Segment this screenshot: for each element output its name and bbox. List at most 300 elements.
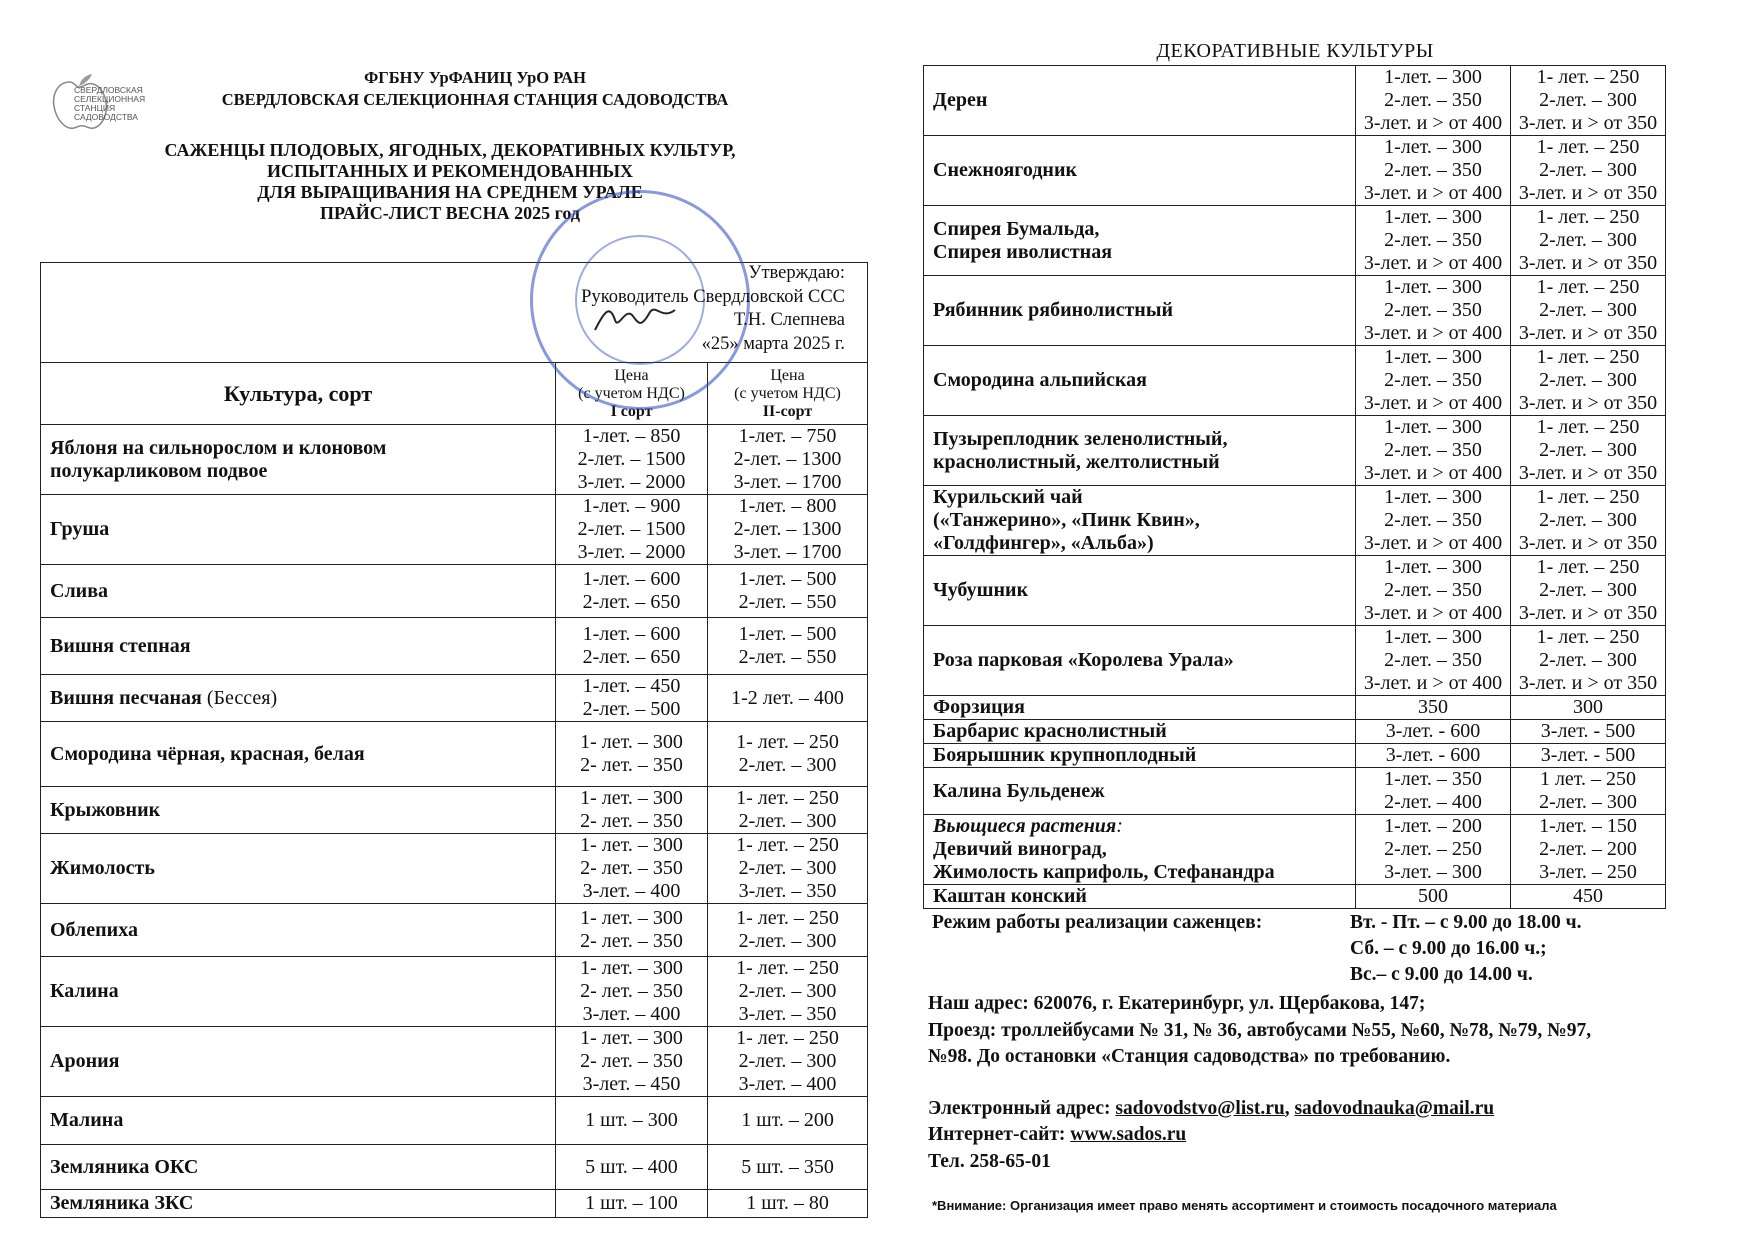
culture-name (924, 744, 1356, 768)
price-line: 5 шт. – 350 (741, 1155, 834, 1178)
price-line: 2- лет. – 350 (580, 810, 683, 832)
price-line: 1- лет. – 300 (580, 834, 683, 856)
price-line: 1-лет. – 800 (738, 495, 837, 517)
price-line: 2-лет. – 1300 (733, 448, 842, 470)
culture-name (41, 722, 556, 787)
price-line: 1-лет. – 500 (738, 623, 837, 645)
culture-name-line: «Голдфингер», «Альба») (933, 532, 1154, 554)
price-line: 1- лет. – 250 (1536, 136, 1640, 158)
price-grade-2 (1511, 885, 1666, 909)
price-line: 1- лет. – 250 (736, 907, 839, 929)
price-grade-2 (708, 787, 868, 834)
document-title: САЖЕНЦЫ ПЛОДОВЫХ, ЯГОДНЫХ, ДЕКОРАТИВНЫХ КУЛЬТУР, ИСПЫТАННЫХ И РЕКОМЕНДОВАННЫХ ДЛЯ ВЫРАЩИВАНИЯ НА СРЕДНЕМ УРАЛЕ ПРАЙС-ЛИСТ ВЕСНА 2025 год (164, 140, 736, 223)
price-grade-1 (1356, 768, 1511, 815)
price-grade-1 (556, 565, 708, 618)
price-grade-2 (1511, 136, 1666, 206)
culture-name-line: Слива (50, 579, 108, 602)
table-row (41, 618, 868, 675)
price-line: 3-лет. – 350 (738, 1003, 837, 1025)
culture-name-line: Земляника ОКС (50, 1155, 199, 1178)
price-grade-1 (1356, 626, 1511, 696)
price-grade-2 (1511, 626, 1666, 696)
price-line: 2- лет. – 350 (580, 1050, 683, 1072)
price-grade-1 (1356, 815, 1511, 885)
culture-name (41, 957, 556, 1027)
price-line: 1-лет. – 300 (1384, 66, 1482, 88)
culture-name-line: Облепиха (50, 918, 138, 941)
org-name: ФГБНУ УрФАНИЦ УрО РАН (364, 68, 586, 87)
price-grade-2 (708, 834, 868, 904)
price-line: 3-лет. и > от 350 (1518, 462, 1658, 484)
price-grade-2 (708, 1027, 868, 1097)
culture-name (41, 1190, 556, 1218)
price-grade-1 (1356, 720, 1511, 744)
culture-name-line: Крыжовник (50, 798, 161, 821)
email-label: Электронный адрес: (928, 1098, 1116, 1119)
phone: Тел. 258-65-01 (928, 1151, 1051, 1172)
price-line: 2-лет. – 200 (1539, 838, 1637, 860)
price-line: 2-лет. – 350 (1384, 649, 1482, 671)
price-line: 1-лет. – 300 (1384, 136, 1482, 158)
price-line: 2-лет. – 350 (1384, 579, 1482, 601)
price-line: 1-лет. – 150 (1539, 815, 1637, 837)
price-line: 3-лет. и > от 400 (1363, 602, 1503, 624)
culture-name (924, 626, 1356, 696)
price-grade-1 (1356, 556, 1511, 626)
price-grade-1 (1356, 136, 1511, 206)
price-line: 2-лет. – 350 (1384, 509, 1482, 531)
table-row (924, 696, 1666, 720)
price-grade-2 (1511, 206, 1666, 276)
culture-name-line: Яблоня на сильнорослом и клоновом (50, 436, 387, 459)
price-line: 3-лет. и > от 400 (1363, 532, 1503, 554)
price-line: 2-лет. – 500 (582, 698, 681, 720)
price-grade-1 (556, 957, 708, 1027)
price-line: 1 шт. – 300 (585, 1109, 678, 1131)
price-grade-1 (1356, 486, 1511, 556)
culture-name (924, 346, 1356, 416)
price-grade-2 (708, 1097, 868, 1145)
price-line: 3-лет. и > от 350 (1518, 182, 1658, 204)
culture-name-line: Рябинник рябинолистный (933, 299, 1173, 321)
price-line: 3-лет. и > от 400 (1363, 392, 1503, 414)
table-row (41, 425, 868, 495)
price-line: 3-лет. – 2000 (577, 471, 686, 493)
price-grade-2 (1511, 486, 1666, 556)
price-line: 2-лет. – 350 (1384, 299, 1482, 321)
price-line: 1- лет. – 300 (580, 731, 683, 753)
hours-label: Режим работы реализации саженцев: (932, 912, 1263, 933)
culture-name (41, 1027, 556, 1097)
price-line: 3-лет. – 1700 (733, 541, 842, 563)
price-line: 3-лет. – 300 (1384, 861, 1482, 883)
table-row (41, 565, 868, 618)
station-name: СВЕРДЛОВСКАЯ СЕЛЕКЦИОННАЯ СТАНЦИЯ САДОВОДСТВА (221, 90, 729, 109)
price-line: 2-лет. – 300 (738, 980, 837, 1002)
culture-name-line: Спирея Бумальда, (933, 217, 1100, 240)
price-line: 2-лет. – 300 (738, 930, 837, 952)
culture-name-line: Калина (50, 980, 119, 1002)
price-line: 3-лет. и > от 350 (1518, 252, 1658, 274)
price-line: 3-лет. и > от 350 (1518, 112, 1658, 134)
price-line: 3-лет. – 250 (1539, 861, 1637, 883)
culture-name-line: («Танжерино», «Пинк Квин», (933, 509, 1200, 531)
price-line: 3-лет. - 500 (1540, 720, 1636, 742)
price-line: 2-лет. – 550 (738, 591, 837, 613)
culture-name (924, 276, 1356, 346)
price-grade-2 (1511, 768, 1666, 815)
price-grade-2 (708, 618, 868, 675)
price-line: 2- лет. – 350 (580, 980, 683, 1002)
price-line: 2- лет. – 350 (580, 857, 683, 879)
price-grade-1 (1356, 346, 1511, 416)
price-grade-1 (1356, 744, 1511, 768)
table-row (924, 136, 1666, 206)
price-line: 1 шт. – 200 (741, 1109, 834, 1131)
transport-line-2: №98. До остановки «Станция садоводства» по требованию. (928, 1046, 1451, 1067)
price-line: 1- лет. – 250 (736, 834, 839, 856)
culture-name (41, 787, 556, 834)
table-row (41, 1097, 868, 1145)
culture-name-line: Курильский чай (933, 486, 1083, 508)
price-line: 2-лет. – 300 (1539, 299, 1637, 321)
price-grade-2 (708, 1190, 868, 1218)
price-line: 2-лет. – 300 (1539, 439, 1637, 461)
price-grade-1 (556, 1027, 708, 1097)
price-line: 1-лет. – 300 (1384, 206, 1482, 228)
email-link-1[interactable]: sadovodstvo@list.ru (1115, 1098, 1285, 1119)
culture-name (41, 675, 556, 722)
culture-name-line: Дерен (933, 89, 988, 111)
price-line: 3-лет. и > от 400 (1363, 182, 1503, 204)
price-line: 2-лет. – 1300 (733, 518, 842, 540)
table-row (924, 276, 1666, 346)
culture-name-line: Девичий виноград, (933, 838, 1107, 860)
email-link-2[interactable]: sadovodnauka@mail.ru (1294, 1098, 1495, 1119)
table-row (41, 1145, 868, 1190)
price-line: 2-лет. – 1500 (577, 448, 686, 470)
price-line: 3-лет. – 400 (738, 1073, 837, 1095)
hours-weekdays: Вт. - Пт. – с 9.00 до 18.00 ч. (1350, 912, 1582, 933)
table-row (924, 885, 1666, 909)
price-line: 2-лет. – 650 (582, 591, 681, 613)
culture-name (924, 696, 1356, 720)
price-line: 1- лет. – 250 (1536, 66, 1640, 88)
price-line: 1- лет. – 250 (736, 957, 839, 979)
price-grade-1 (556, 1097, 708, 1145)
table-row (41, 495, 868, 565)
price-line: 2-лет. – 1500 (577, 518, 686, 540)
culture-name-line: Вишня песчаная (50, 686, 202, 709)
price-line: 3-лет. и > от 350 (1518, 392, 1658, 414)
price-line: 350 (1418, 696, 1448, 718)
culture-name-line: Груша (50, 518, 110, 540)
price-line: 1- лет. – 300 (580, 957, 683, 979)
price-line: 1-лет. – 450 (582, 675, 681, 697)
logo-text: СВЕРДЛОВСКАЯ СЕЛЕКЦИОННАЯ СТАНЦИЯ САДОВОДСТВА (74, 85, 146, 122)
culture-variety: (Бессея) (201, 686, 278, 709)
price-line: 3-лет. и > от 400 (1363, 672, 1503, 694)
footnote: *Внимание: Организация имеет право менять ассортимент и стоимость посадочного материала (932, 1198, 1557, 1213)
price-line: 2-лет. – 300 (1539, 159, 1637, 181)
culture-name (924, 768, 1356, 815)
price-grade-1 (556, 425, 708, 495)
price-grade-2 (1511, 66, 1666, 136)
price-line: 1-лет. – 300 (1384, 486, 1482, 508)
price-line: 5 шт. – 400 (585, 1155, 678, 1178)
price-line: 1- лет. – 250 (1536, 276, 1640, 298)
price-line: 2-лет. – 300 (738, 810, 837, 832)
price-line: 1-лет. – 300 (1384, 346, 1482, 368)
price-line: 1- лет. – 250 (1536, 486, 1640, 508)
table-row (924, 768, 1666, 815)
table-row (41, 675, 868, 722)
culture-name-line: Роза парковая «Королева Урала» (933, 649, 1234, 671)
table-row (41, 1027, 868, 1097)
price-line: 3-лет. - 600 (1385, 720, 1481, 742)
price-grade-1 (1356, 696, 1511, 720)
price-grade-1 (1356, 276, 1511, 346)
price-grade-1 (556, 1190, 708, 1218)
email-line (928, 1098, 1494, 1120)
price-line: 2- лет. – 350 (580, 930, 683, 952)
price-grade-2 (708, 495, 868, 565)
price-line: 3-лет. и > от 400 (1363, 112, 1503, 134)
email-separator: , (1284, 1098, 1295, 1119)
price-line: 300 (1573, 696, 1603, 718)
price-line: 1-2 лет. – 400 (731, 686, 844, 709)
price-line: 3-лет. и > от 350 (1518, 672, 1658, 694)
price-line: 3-лет. – 350 (738, 880, 837, 902)
price-grade-1 (556, 675, 708, 722)
price-line: 1-лет. – 850 (582, 425, 681, 447)
price-line: 3-лет. и > от 350 (1518, 602, 1658, 624)
col-header-price-2: Цена (с учетом НДС) II-сорт (708, 363, 868, 425)
price-grade-2 (708, 722, 868, 787)
transport-line-1: Проезд: троллейбусами № 31, № 36, автобусами №55, №60, №78, №79, №97, (928, 1020, 1592, 1041)
category-colon: : (1116, 815, 1123, 837)
price-line: 1-лет. – 350 (1384, 768, 1482, 790)
culture-name (924, 720, 1356, 744)
culture-name (924, 556, 1356, 626)
price-line: 1 шт. – 100 (585, 1192, 678, 1214)
culture-name-line: Вишня степная (50, 634, 191, 657)
price-grade-1 (556, 787, 708, 834)
price-grade-2 (708, 1145, 868, 1190)
table-row (924, 66, 1666, 136)
price-line: 1-лет. – 200 (1384, 815, 1482, 837)
price-line: 1-лет. – 500 (738, 568, 837, 590)
hours-saturday: Сб. – с 9.00 до 16.00 ч.; (1350, 938, 1547, 959)
price-grade-1 (556, 618, 708, 675)
culture-name-line: Снежноягодник (933, 159, 1078, 181)
culture-name (41, 834, 556, 904)
address: Наш адрес: 620076, г. Екатеринбург, ул. Щербакова, 147; (928, 993, 1426, 1014)
culture-name-line: Калина Бульденеж (933, 779, 1105, 802)
culture-name-line: полукарликовом подвое (50, 459, 268, 482)
price-line: 3-лет. и > от 350 (1518, 322, 1658, 344)
culture-name-line: Жимолость (50, 857, 155, 879)
price-line: 2-лет. – 300 (1539, 579, 1637, 601)
price-line: 1- лет. – 250 (1536, 556, 1640, 578)
price-line: 1- лет. – 250 (736, 787, 839, 809)
price-line: 3-лет. и > от 400 (1363, 462, 1503, 484)
price-grade-2 (708, 565, 868, 618)
price-line: 2-лет. – 650 (582, 646, 681, 668)
price-grade-1 (556, 722, 708, 787)
price-line: 2-лет. – 300 (1539, 369, 1637, 391)
price-grade-2 (708, 425, 868, 495)
price-line: 3-лет. – 400 (582, 880, 681, 902)
culture-name (41, 495, 556, 565)
culture-name (41, 1145, 556, 1190)
table-row (924, 720, 1666, 744)
table-row (924, 744, 1666, 768)
price-grade-2 (1511, 276, 1666, 346)
culture-name (41, 425, 556, 495)
price-line: 1 шт. – 80 (746, 1192, 829, 1214)
price-line: 3-лет. – 450 (582, 1073, 681, 1095)
price-grade-1 (1356, 66, 1511, 136)
culture-name (924, 486, 1356, 556)
culture-name (41, 904, 556, 957)
price-line: 2-лет. – 300 (738, 857, 837, 879)
price-line: 3-лет. и > от 400 (1363, 322, 1503, 344)
approval-text: Утверждаю: Руководитель Свердловской ССС Т.Н. Слепнева «25» марта 2025 г. (581, 263, 845, 354)
price-line: 2- лет. – 350 (580, 754, 683, 776)
price-grade-2 (1511, 696, 1666, 720)
culture-name (924, 206, 1356, 276)
price-line: 1- лет. – 250 (736, 731, 839, 753)
hours-sunday: Вс.– с 9.00 до 14.00 ч. (1350, 964, 1533, 985)
culture-name (924, 416, 1356, 486)
price-line: 2-лет. – 350 (1384, 159, 1482, 181)
table-row (924, 416, 1666, 486)
price-line: 500 (1418, 885, 1448, 907)
culture-name (924, 66, 1356, 136)
culture-name-line: Пузыреплодник зеленолистный, (933, 427, 1228, 450)
price-line: 1-лет. – 300 (1384, 416, 1482, 438)
price-line: 1-лет. – 900 (582, 495, 681, 517)
price-line: 1 лет. – 250 (1539, 768, 1637, 790)
culture-name-line: Смородина альпийская (933, 369, 1147, 391)
table-row (924, 486, 1666, 556)
culture-name-line: Каштан конский (933, 885, 1087, 907)
culture-name-line: Арония (50, 1050, 120, 1072)
price-line: 1-лет. – 750 (738, 425, 837, 447)
price-line: 1-лет. – 600 (582, 623, 681, 645)
table-row (41, 787, 868, 834)
price-line: 2-лет. – 300 (1539, 649, 1637, 671)
table-row (41, 957, 868, 1027)
price-line: 1- лет. – 250 (1536, 416, 1640, 438)
price-grade-2 (1511, 416, 1666, 486)
price-grade-1 (556, 904, 708, 957)
price-line: 2-лет. – 300 (1539, 229, 1637, 251)
price-line: 1- лет. – 250 (1536, 626, 1640, 648)
price-grade-1 (556, 495, 708, 565)
culture-name-line: Земляника ЗКС (50, 1192, 194, 1214)
table-row (924, 206, 1666, 276)
price-line: 2-лет. – 550 (738, 646, 837, 668)
table-row (924, 556, 1666, 626)
table-row (41, 722, 868, 787)
price-line: 3-лет. – 2000 (577, 541, 686, 563)
price-line: 2-лет. – 300 (738, 1050, 837, 1072)
table-row (924, 626, 1666, 696)
table-row (41, 1190, 868, 1218)
price-line: 1- лет. – 300 (580, 1027, 683, 1049)
price-line: 3-лет. – 1700 (733, 471, 842, 493)
price-line: 1- лет. – 300 (580, 787, 683, 809)
price-line: 1- лет. – 250 (1536, 346, 1640, 368)
culture-name-line: Форзиция (933, 696, 1025, 718)
table-row (924, 815, 1666, 885)
table-row (924, 346, 1666, 416)
price-line: 2-лет. – 350 (1384, 439, 1482, 461)
price-line: 2-лет. – 350 (1384, 229, 1482, 251)
col-header-culture: Культура, сорт (41, 363, 556, 425)
price-grade-2 (1511, 346, 1666, 416)
price-line: 2-лет. – 250 (1384, 838, 1482, 860)
price-line: 2-лет. – 300 (1539, 89, 1637, 111)
price-grade-1 (1356, 416, 1511, 486)
price-line: 1- лет. – 300 (580, 907, 683, 929)
price-line: 1-лет. – 300 (1384, 626, 1482, 648)
price-line: 2-лет. – 300 (738, 754, 837, 776)
price-line: 1- лет. – 250 (736, 1027, 839, 1049)
fruit-price-table (40, 262, 868, 1218)
culture-name-line: Жимолость каприфоль, Стефанандра (933, 861, 1275, 883)
culture-name-line: Чубушник (933, 579, 1029, 601)
price-line: 3-лет. и > от 400 (1363, 252, 1503, 274)
table-row (41, 904, 868, 957)
price-line: 2-лет. – 300 (1539, 509, 1637, 531)
price-grade-2 (708, 675, 868, 722)
culture-name-line: Спирея иволистная (933, 240, 1113, 263)
price-grade-1 (1356, 206, 1511, 276)
col-header-price-1: Цена (с учетом НДС) I сорт (556, 363, 708, 425)
culture-name (924, 815, 1356, 885)
price-grade-2 (708, 957, 868, 1027)
price-grade-2 (1511, 815, 1666, 885)
culture-name-line: краснолистный, желтолистный (933, 450, 1220, 473)
culture-name (41, 1097, 556, 1145)
price-line: 3-лет. и > от 350 (1518, 532, 1658, 554)
decorative-section-title: ДЕКОРАТИВНЫЕ КУЛЬТУРЫ (1156, 40, 1434, 62)
price-line: 3-лет. - 600 (1385, 744, 1481, 766)
price-grade-2 (1511, 744, 1666, 768)
price-grade-1 (1356, 885, 1511, 909)
price-line: 2-лет. – 300 (1539, 791, 1637, 813)
price-grade-2 (1511, 720, 1666, 744)
culture-name (41, 565, 556, 618)
price-line: 3-лет. – 400 (582, 1003, 681, 1025)
site-label: Интернет-сайт: (928, 1124, 1071, 1145)
culture-name-line: Смородина чёрная, красная, белая (50, 742, 365, 765)
culture-name-line: Малина (50, 1109, 124, 1131)
site-link[interactable]: www.sados.ru (1070, 1124, 1187, 1145)
price-line: 1-лет. – 300 (1384, 276, 1482, 298)
price-line: 2-лет. – 400 (1384, 791, 1482, 813)
price-line: 1-лет. – 300 (1384, 556, 1482, 578)
price-line: 1- лет. – 250 (1536, 206, 1640, 228)
price-line: 2-лет. – 350 (1384, 369, 1482, 391)
price-grade-2 (1511, 556, 1666, 626)
culture-name-line: Боярышник крупноплодный (933, 744, 1197, 766)
price-line: 1-лет. – 600 (582, 568, 681, 590)
culture-name (924, 136, 1356, 206)
